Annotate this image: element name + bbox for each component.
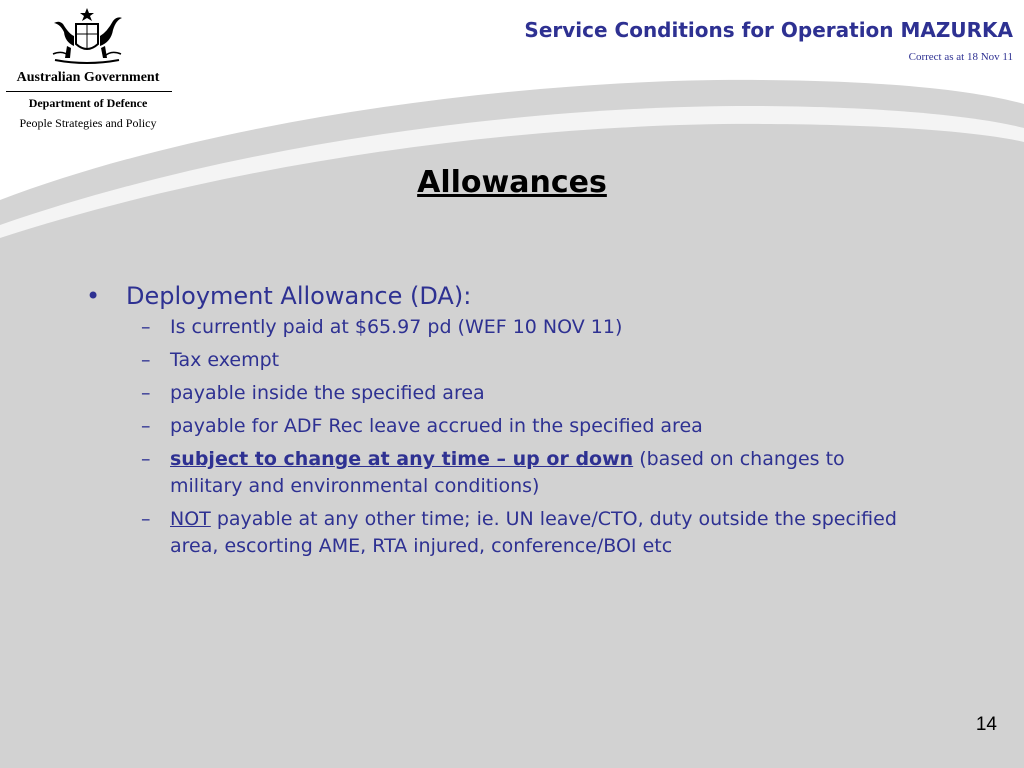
sub-item — [141, 446, 916, 500]
sub-item-text: payable at any other time; ie. UN leave/CTO, duty outside the specified area, escorting AME, RTA injured, conference/BOI etc — [170, 508, 897, 557]
sub-item-text: (based on changes to military and environmental conditions) — [170, 448, 845, 497]
header-date-note: Correct as at 18 Nov 11 — [908, 51, 1013, 63]
sub-item — [141, 506, 916, 560]
slide-body — [86, 280, 916, 566]
australian-government-logo — [0, 0, 180, 140]
sub-item-text: payable for ADF Rec leave accrued in the specified area — [170, 415, 703, 437]
sub-item — [141, 347, 916, 374]
sub-list — [86, 314, 916, 560]
sub-item-emphasis: subject to change at any time – up or down — [170, 448, 634, 470]
sub-item — [141, 413, 916, 440]
bullet-glyph: • — [86, 282, 101, 310]
dash-glyph: – — [141, 316, 151, 338]
department-name: Department of Defence — [28, 96, 148, 110]
bullet-item — [86, 280, 916, 312]
sub-item-text: payable inside the specified area — [170, 382, 485, 404]
logo-divider — [6, 91, 172, 92]
sub-item-emphasis: NOT — [170, 508, 211, 530]
dash-glyph: – — [141, 448, 151, 470]
dash-glyph: – — [141, 508, 151, 530]
government-name: Australian Government — [16, 70, 160, 85]
sub-item — [141, 314, 916, 341]
header-title: Service Conditions for Operation MAZURKA — [524, 18, 1013, 42]
page-number: 14 — [975, 714, 997, 735]
unit-name: People Strategies and Policy — [19, 116, 157, 130]
sub-item-text: Is currently paid at $65.97 pd (WEF 10 NOV 11) — [170, 316, 623, 338]
sub-item — [141, 380, 916, 407]
dash-glyph: – — [141, 415, 151, 437]
dash-glyph: – — [141, 382, 151, 404]
sub-item-text: Tax exempt — [170, 349, 280, 371]
slide-title: Allowances — [417, 165, 607, 200]
coat-of-arms-icon — [47, 6, 127, 68]
bullet-text: Deployment Allowance (DA): — [126, 282, 472, 310]
dash-glyph: – — [141, 349, 151, 371]
